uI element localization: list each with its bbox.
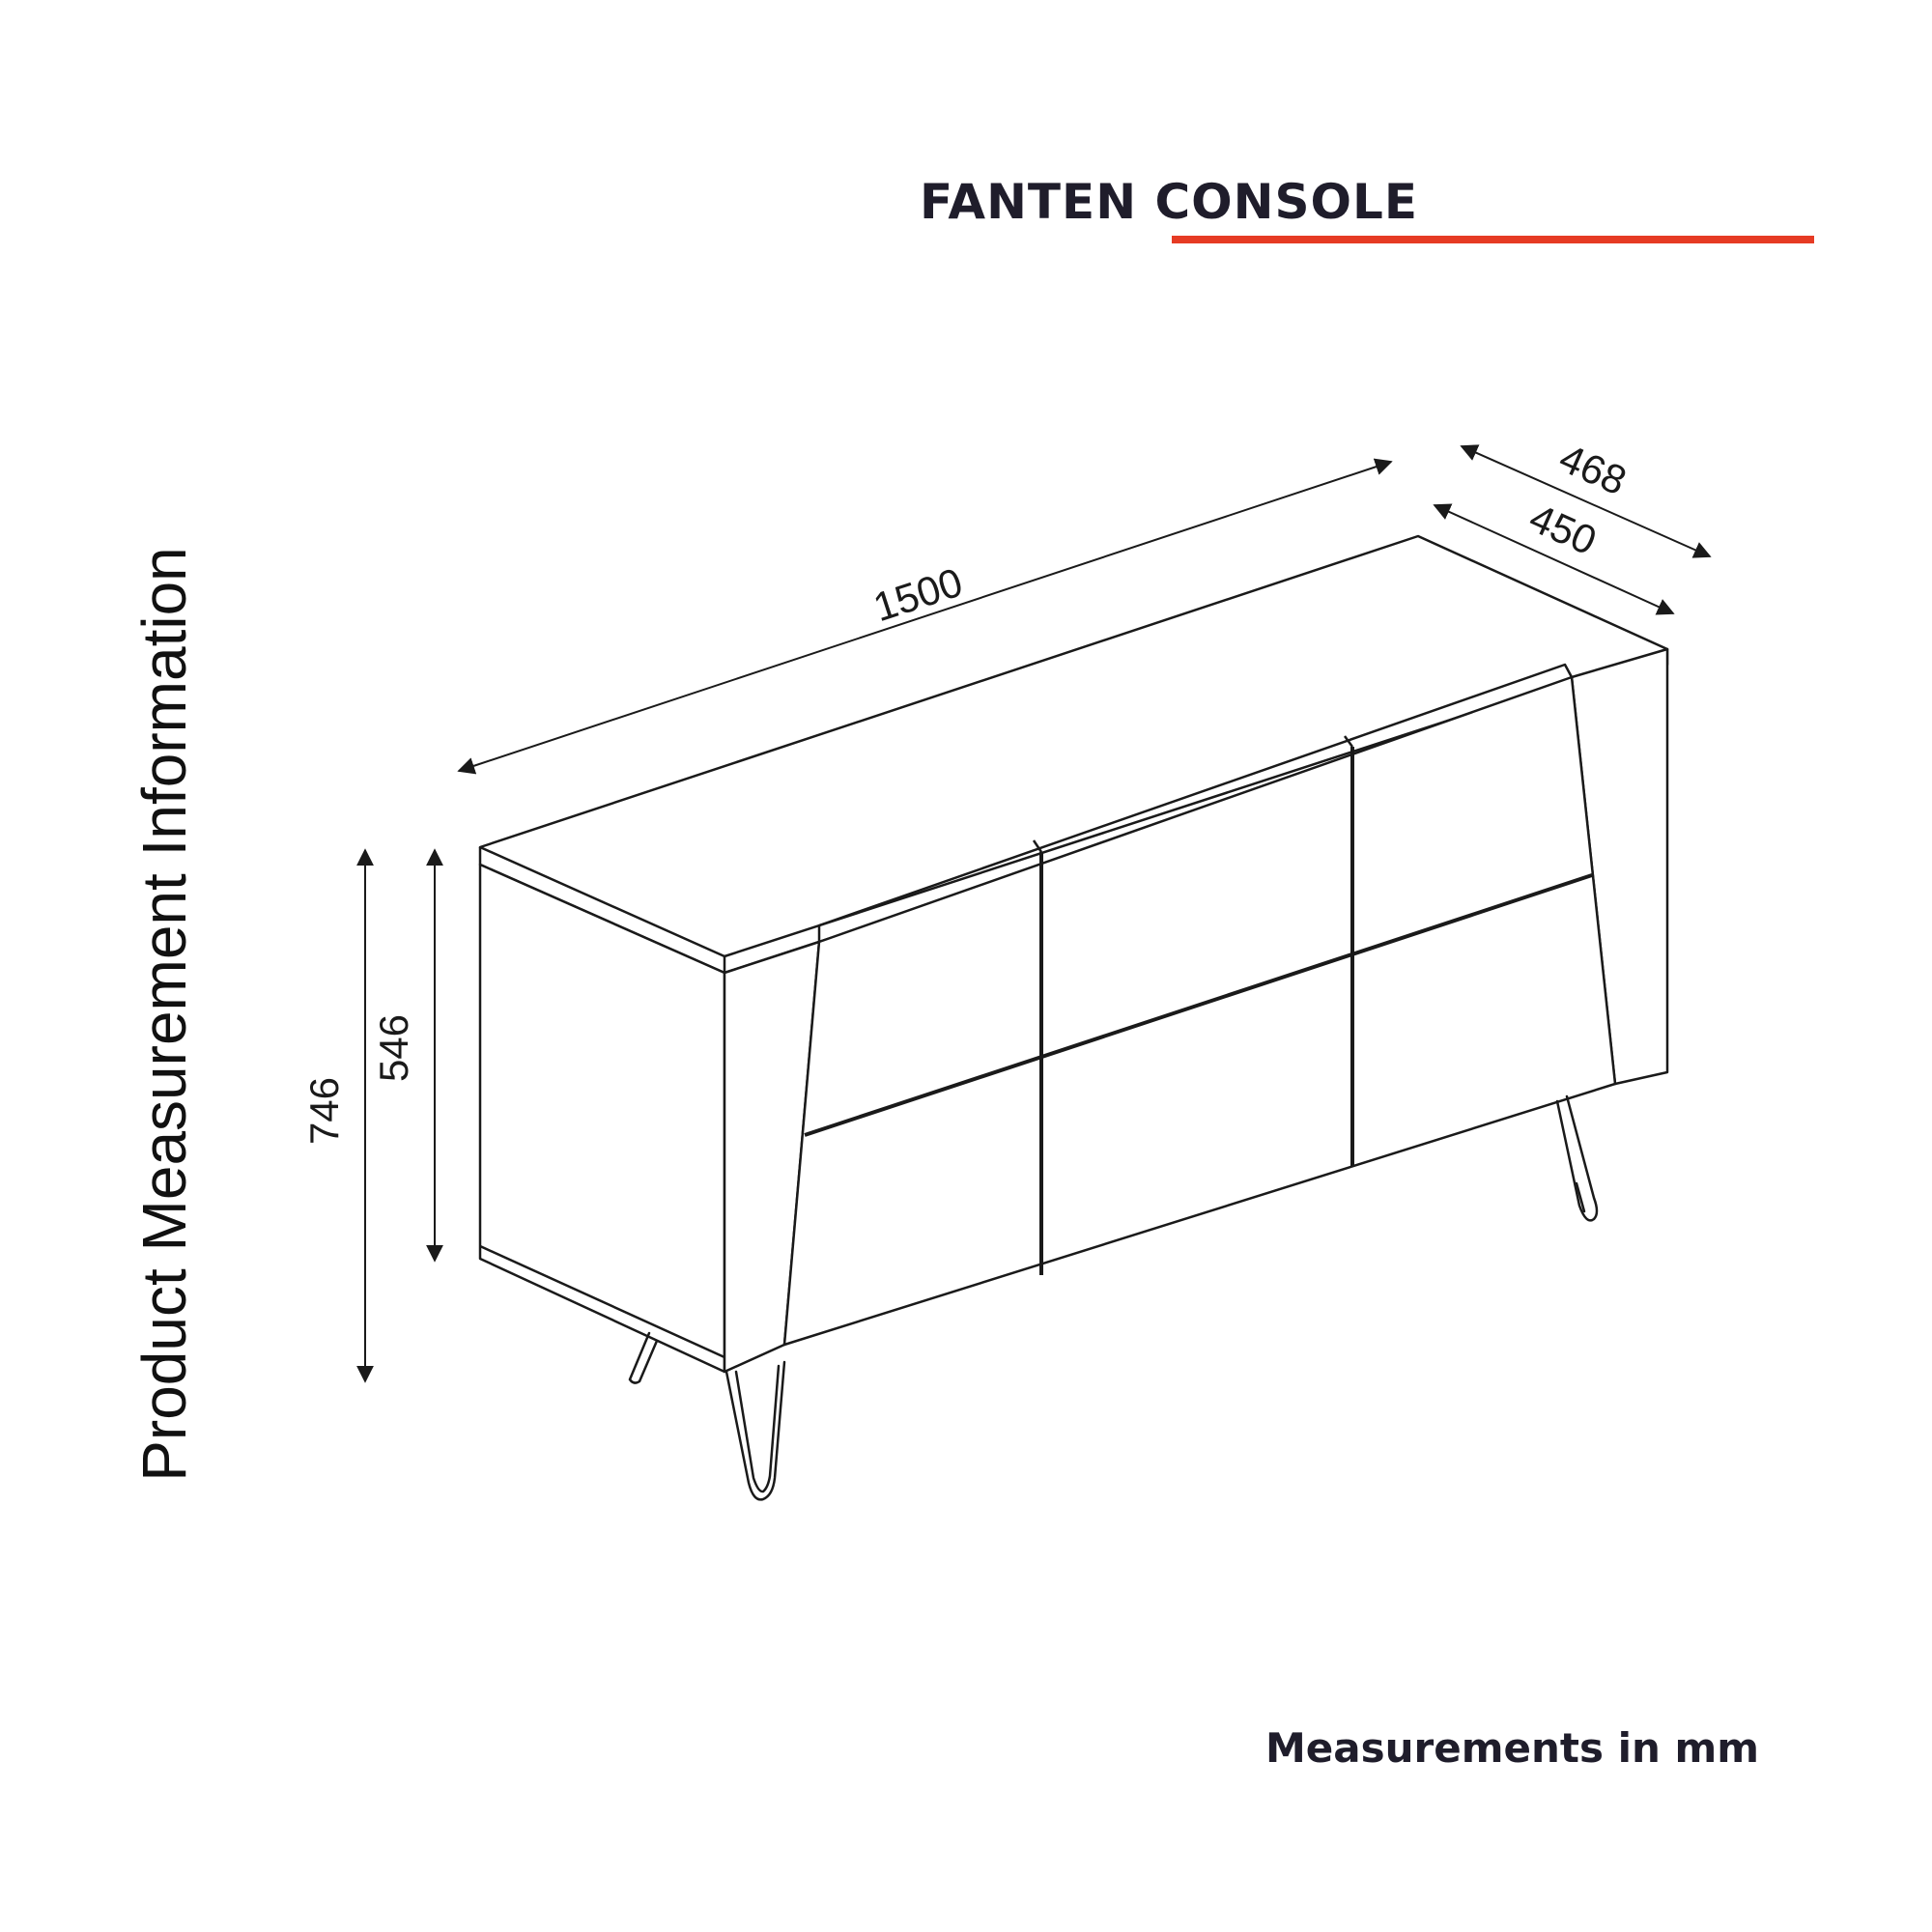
- height-body-label: 546: [371, 1013, 416, 1083]
- leg-front-left: [726, 1362, 784, 1499]
- depth-body-label: 450: [1522, 494, 1604, 564]
- product-title: FANTEN CONSOLE: [919, 174, 1419, 230]
- depth-total-label: 468: [1552, 434, 1634, 504]
- height-total-label: 746: [301, 1076, 347, 1146]
- leg-front-right: [1557, 1096, 1597, 1220]
- width-label: 1500: [867, 558, 968, 631]
- console-body: [480, 536, 1667, 1372]
- leg-rear-left: [630, 1333, 657, 1383]
- units-note: Measurements in mm: [1265, 1724, 1760, 1772]
- side-heading: Product Measurement Information: [129, 547, 199, 1482]
